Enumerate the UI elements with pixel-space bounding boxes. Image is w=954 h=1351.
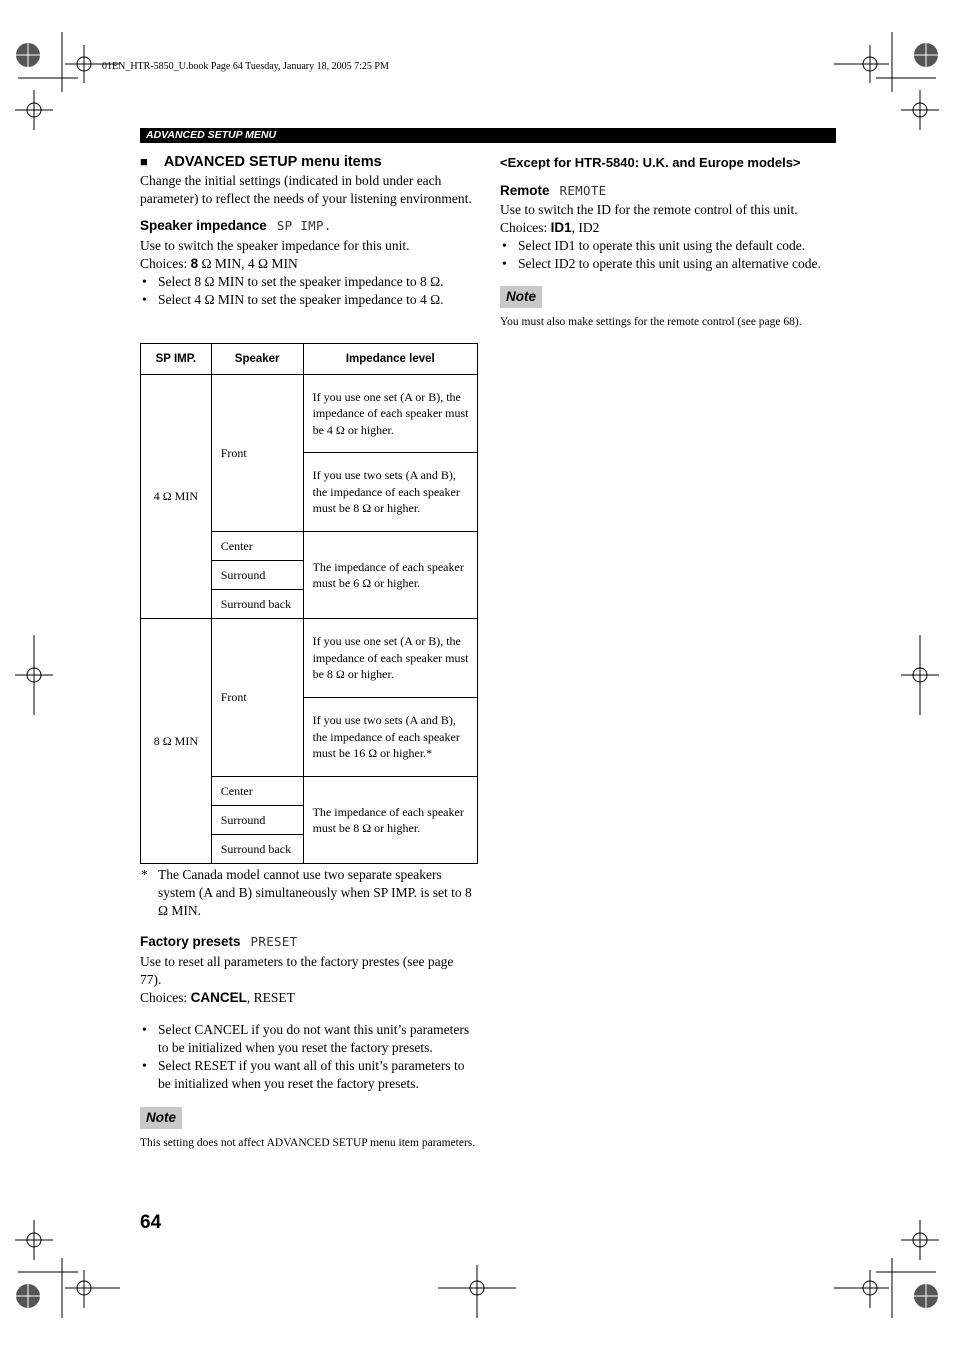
print-info: 01EN_HTR-5850_U.book Page 64 Tuesday, January 18, 2005 7:25 PM (102, 61, 389, 72)
impedance-cell: If you use one set (A or B), the impedance of each speaker must be 4 Ω or higher. (303, 375, 477, 453)
choices-rest: , ID2 (571, 220, 600, 235)
remote-bullets (500, 237, 836, 273)
right-column (500, 154, 836, 330)
impedance-cell: The impedance of each speaker must be 6 Ω or higher. (303, 532, 477, 619)
list-item: • Select CANCEL if you do not want this unit’s parameters to be initialized when you reset the factory presets. (140, 1021, 478, 1057)
speaker-impedance-label: Speaker impedance (140, 218, 267, 233)
impedance-cell: If you use two sets (A and B), the impedance of each speaker must be 8 Ω or higher. (303, 453, 477, 532)
speaker-cell: Surround (211, 561, 303, 590)
table-row (141, 619, 478, 698)
list-item: • Select 8 Ω MIN to set the speaker impedance to 8 Ω. (140, 273, 478, 291)
choices-rest: Ω MIN, 4 Ω MIN (198, 256, 298, 271)
list-item: • Select RESET if you want all of this unit’s parameters to be initialized when you reset the factory presets. (140, 1057, 478, 1093)
speaker-impedance-bullets (140, 273, 478, 309)
remote-desc: Use to switch the ID for the remote control of this unit. (500, 202, 798, 217)
region-heading: <Except for HTR-5840: U.K. and Europe models> (500, 155, 801, 170)
speaker-impedance-desc: Use to switch the speaker impedance for this unit. (140, 238, 410, 253)
choices-prefix: Choices: (140, 990, 191, 1005)
section-bar (140, 128, 836, 143)
speaker-cell: Front (211, 375, 303, 532)
speaker-cell: Surround (211, 806, 303, 835)
impedance-table (140, 343, 478, 864)
intro-text: Change the initial settings (indicated in bold under each parameter) to reflect the needs of your listening environment. (140, 173, 472, 206)
section-heading-text: ADVANCED SETUP menu items (163, 154, 382, 170)
choices-prefix: Choices: (140, 256, 191, 271)
list-item: • Select ID1 to operate this unit using the default code. (500, 237, 836, 255)
speaker-cell: Center (211, 777, 303, 806)
speaker-cell: Surround back (211, 835, 303, 864)
factory-presets-title (140, 933, 478, 951)
footnote-mark: * (141, 867, 148, 882)
choices-prefix: Choices: (500, 220, 551, 235)
note-label-wrap (140, 1107, 478, 1129)
note-label-wrap (500, 286, 836, 308)
speaker-cell: Center (211, 532, 303, 561)
note-label: Note (140, 1107, 182, 1129)
section-title: ADVANCED SETUP MENU (146, 129, 277, 141)
speaker-impedance-choices (140, 255, 478, 273)
choices-default: CANCEL (190, 990, 247, 1005)
left-column-bottom (140, 866, 478, 1151)
choices-rest: , RESET (246, 990, 295, 1005)
section-heading (140, 154, 478, 170)
remote-choices (500, 219, 836, 237)
left-column-top (140, 154, 478, 309)
note-label: Note (500, 286, 542, 308)
speaker-cell: Surround back (211, 590, 303, 619)
speaker-impedance-lcd: SP IMP. (276, 218, 332, 233)
sp-imp-cell: 4 Ω MIN (141, 375, 212, 619)
note-text: You must also make settings for the remote control (see page 68). (500, 316, 802, 328)
sp-imp-cell: 8 Ω MIN (141, 619, 212, 864)
impedance-cell: The impedance of each speaker must be 8 Ω or higher. (303, 777, 477, 864)
factory-presets-desc: Use to reset all parameters to the factory prestes (see page 77). (140, 954, 454, 987)
footnote (140, 866, 478, 920)
remote-label: Remote (500, 183, 550, 198)
impedance-cell: If you use one set (A or B), the impedance of each speaker must be 8 Ω or higher. (303, 619, 477, 698)
choices-default: ID1 (550, 220, 572, 235)
choices-default: 8 (190, 256, 199, 271)
square-bullet-icon: ■ (140, 154, 148, 169)
page-number: 64 (140, 1212, 162, 1233)
list-item: • Select 4 Ω MIN to set the speaker impedance to 4 Ω. (140, 291, 478, 309)
factory-presets-bullets (140, 1021, 478, 1093)
note-text: This setting does not affect ADVANCED SETUP menu item parameters. (140, 1137, 476, 1149)
factory-presets-label: Factory presets (140, 934, 241, 949)
impedance-cell: If you use two sets (A and B), the impedance of each speaker must be 16 Ω or higher.* (303, 698, 477, 777)
table-header: SP IMP. (141, 344, 212, 375)
remote-title (500, 182, 836, 200)
table-header-row (141, 344, 478, 375)
footnote-text: The Canada model cannot use two separate speakers system (A and B) simultaneously when SP IMP. is set to 8 Ω MIN. (158, 867, 472, 918)
remote-lcd: REMOTE (559, 183, 607, 198)
table-row (141, 375, 478, 453)
table-header: Speaker (211, 344, 303, 375)
table-header: Impedance level (303, 344, 477, 375)
speaker-cell: Front (211, 619, 303, 777)
factory-presets-lcd: PRESET (250, 934, 298, 949)
speaker-impedance-title (140, 217, 478, 235)
list-item: • Select ID2 to operate this unit using an alternative code. (500, 255, 836, 273)
factory-presets-choices (140, 989, 478, 1007)
